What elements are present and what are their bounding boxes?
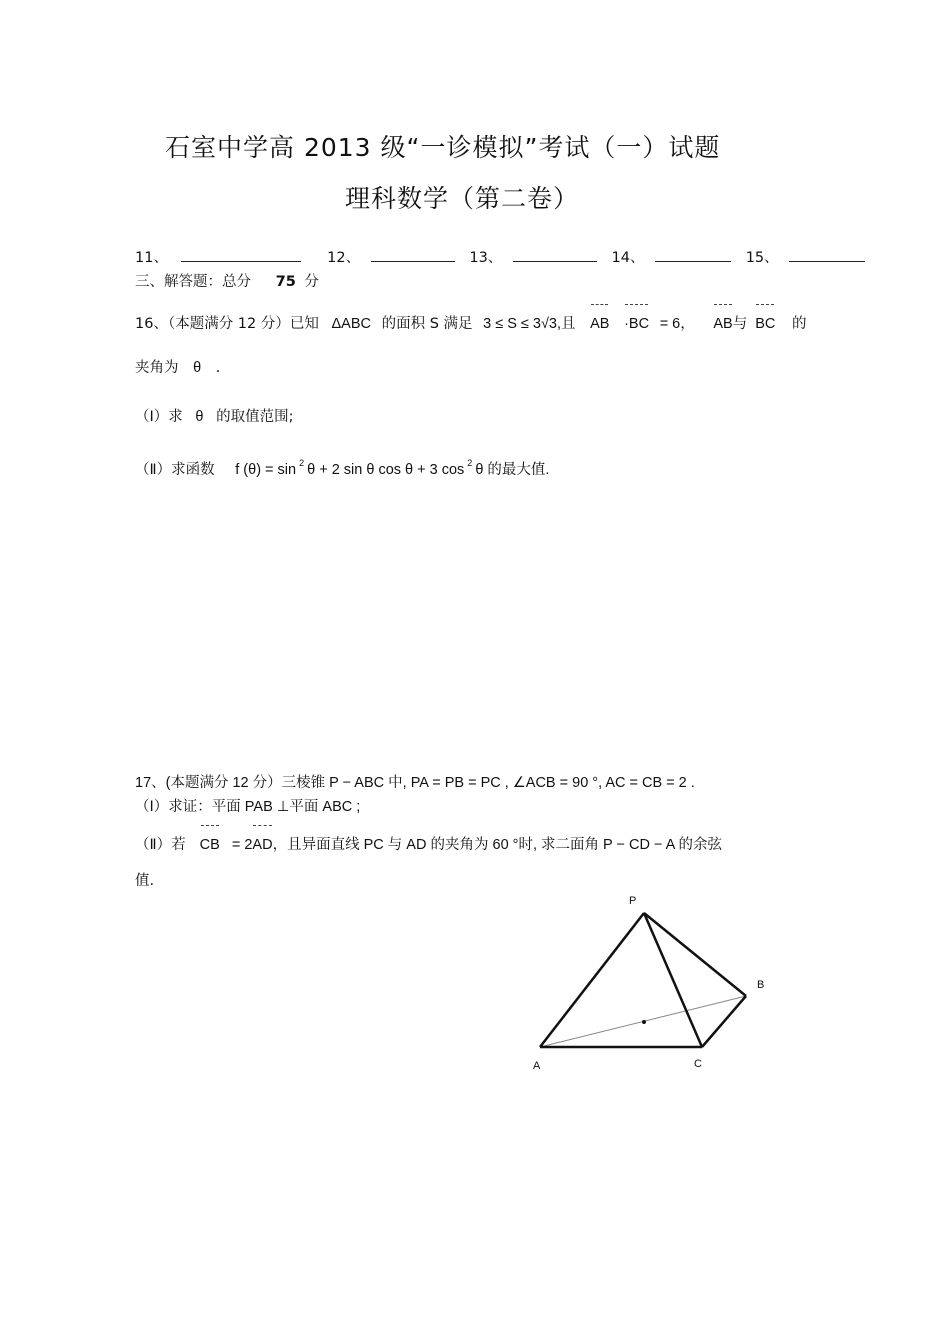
q16-theta: θ	[193, 360, 202, 376]
q16-points: （本题满分 12 分）已知	[167, 316, 319, 332]
q16-part1-text: 的取值范围;	[216, 409, 294, 425]
q16-part1-theta: θ	[195, 409, 204, 425]
q16-inequality: 3 ≤ S ≤ 3√3,	[483, 316, 562, 332]
q16-part1-label: （Ⅰ）求	[135, 409, 183, 425]
q16-line2	[135, 356, 220, 377]
vertex-label-b: B	[757, 979, 765, 991]
q16-equals: = 6，	[659, 316, 695, 332]
q16-number: 16、	[135, 316, 168, 332]
midpoint-ab-dot	[642, 1020, 646, 1024]
q16-part2	[135, 458, 549, 479]
q17-part2	[135, 833, 722, 854]
pyramid-figure	[520, 890, 780, 1080]
q16-of: 的	[791, 316, 807, 332]
q16-vector-bc: ·BC	[624, 316, 650, 332]
q16-vector-bc-2: BC	[755, 316, 776, 332]
edge-pa	[540, 913, 644, 1047]
answer-blank-11[interactable]	[181, 247, 301, 262]
q16-area-text: 的面积 S 满足	[381, 316, 473, 332]
section-heading-text: 三、解答题：总分	[135, 274, 251, 290]
page-subtitle: 理科数学（第二卷）	[345, 184, 580, 213]
vertex-label-c: C	[694, 1058, 702, 1070]
q16-part1	[135, 405, 293, 426]
answer-blank-15[interactable]	[789, 247, 865, 262]
blank-label-11: 11、	[135, 250, 168, 266]
q17-line1: 17、(本题满分 12 分）三棱锥 P − ABC 中, PA = PB = PC , ∠ACB = 90 °, AC = CB = 2 .	[135, 775, 695, 791]
blank-label-13: 13、	[469, 250, 503, 266]
edge-pc	[644, 913, 702, 1047]
q16-and: 且	[561, 316, 576, 332]
q17-vector-ad: AD	[252, 837, 273, 853]
blank-label-12: 12、	[327, 250, 361, 266]
q16-function-end: θ 的最大值.	[475, 462, 550, 478]
q17-part2-end: 值.	[135, 873, 155, 889]
blank-label-15: 15、	[745, 250, 779, 266]
q16-period: .	[215, 360, 221, 376]
edge-pb	[644, 913, 746, 996]
q16-line1	[135, 312, 806, 333]
edge-cb	[702, 996, 746, 1047]
q17-part2-mid: = 2	[231, 837, 253, 853]
q17-part2-suffix: ，且异面直线 PC 与 AD 的夹角为 60 °时, 求二面角 P − CD − A 的余弦	[272, 837, 723, 853]
section-score: 75	[275, 274, 296, 290]
q17-vector-cb: CB	[199, 837, 220, 853]
q16-vector-ab-2: AB	[713, 316, 733, 332]
q16-exponent-2: 2	[467, 458, 473, 468]
vertex-label-a: A	[533, 1060, 541, 1072]
fill-blank-row	[135, 246, 865, 267]
blank-label-14: 14、	[611, 250, 645, 266]
q16-with: 与	[732, 316, 748, 332]
section-score-unit: 分	[304, 274, 319, 290]
vertex-label-p: P	[629, 895, 637, 907]
q16-function-lhs: f (θ) = sin	[235, 462, 297, 478]
q17-part2-prefix: （Ⅱ）若	[135, 837, 186, 853]
q16-exponent-1: 2	[299, 458, 305, 468]
answer-blank-14[interactable]	[655, 247, 731, 262]
answer-blank-12[interactable]	[371, 247, 455, 262]
q16-triangle: ΔABC	[331, 316, 371, 332]
q17-part1: （Ⅰ）求证：平面 PAB ⊥平面 ABC ;	[135, 799, 361, 815]
q16-angle-text: 夹角为	[135, 360, 179, 376]
q16-vector-ab: AB	[590, 316, 610, 332]
section-heading	[135, 270, 319, 291]
q16-part2-label: （Ⅱ）求函数	[135, 462, 215, 478]
page-title: 石室中学高 2013 级“一诊模拟”考试（一）试题	[165, 133, 721, 162]
q16-function-mid: θ + 2 sin θ cos θ + 3 cos	[307, 462, 465, 478]
answer-blank-13[interactable]	[513, 247, 597, 262]
